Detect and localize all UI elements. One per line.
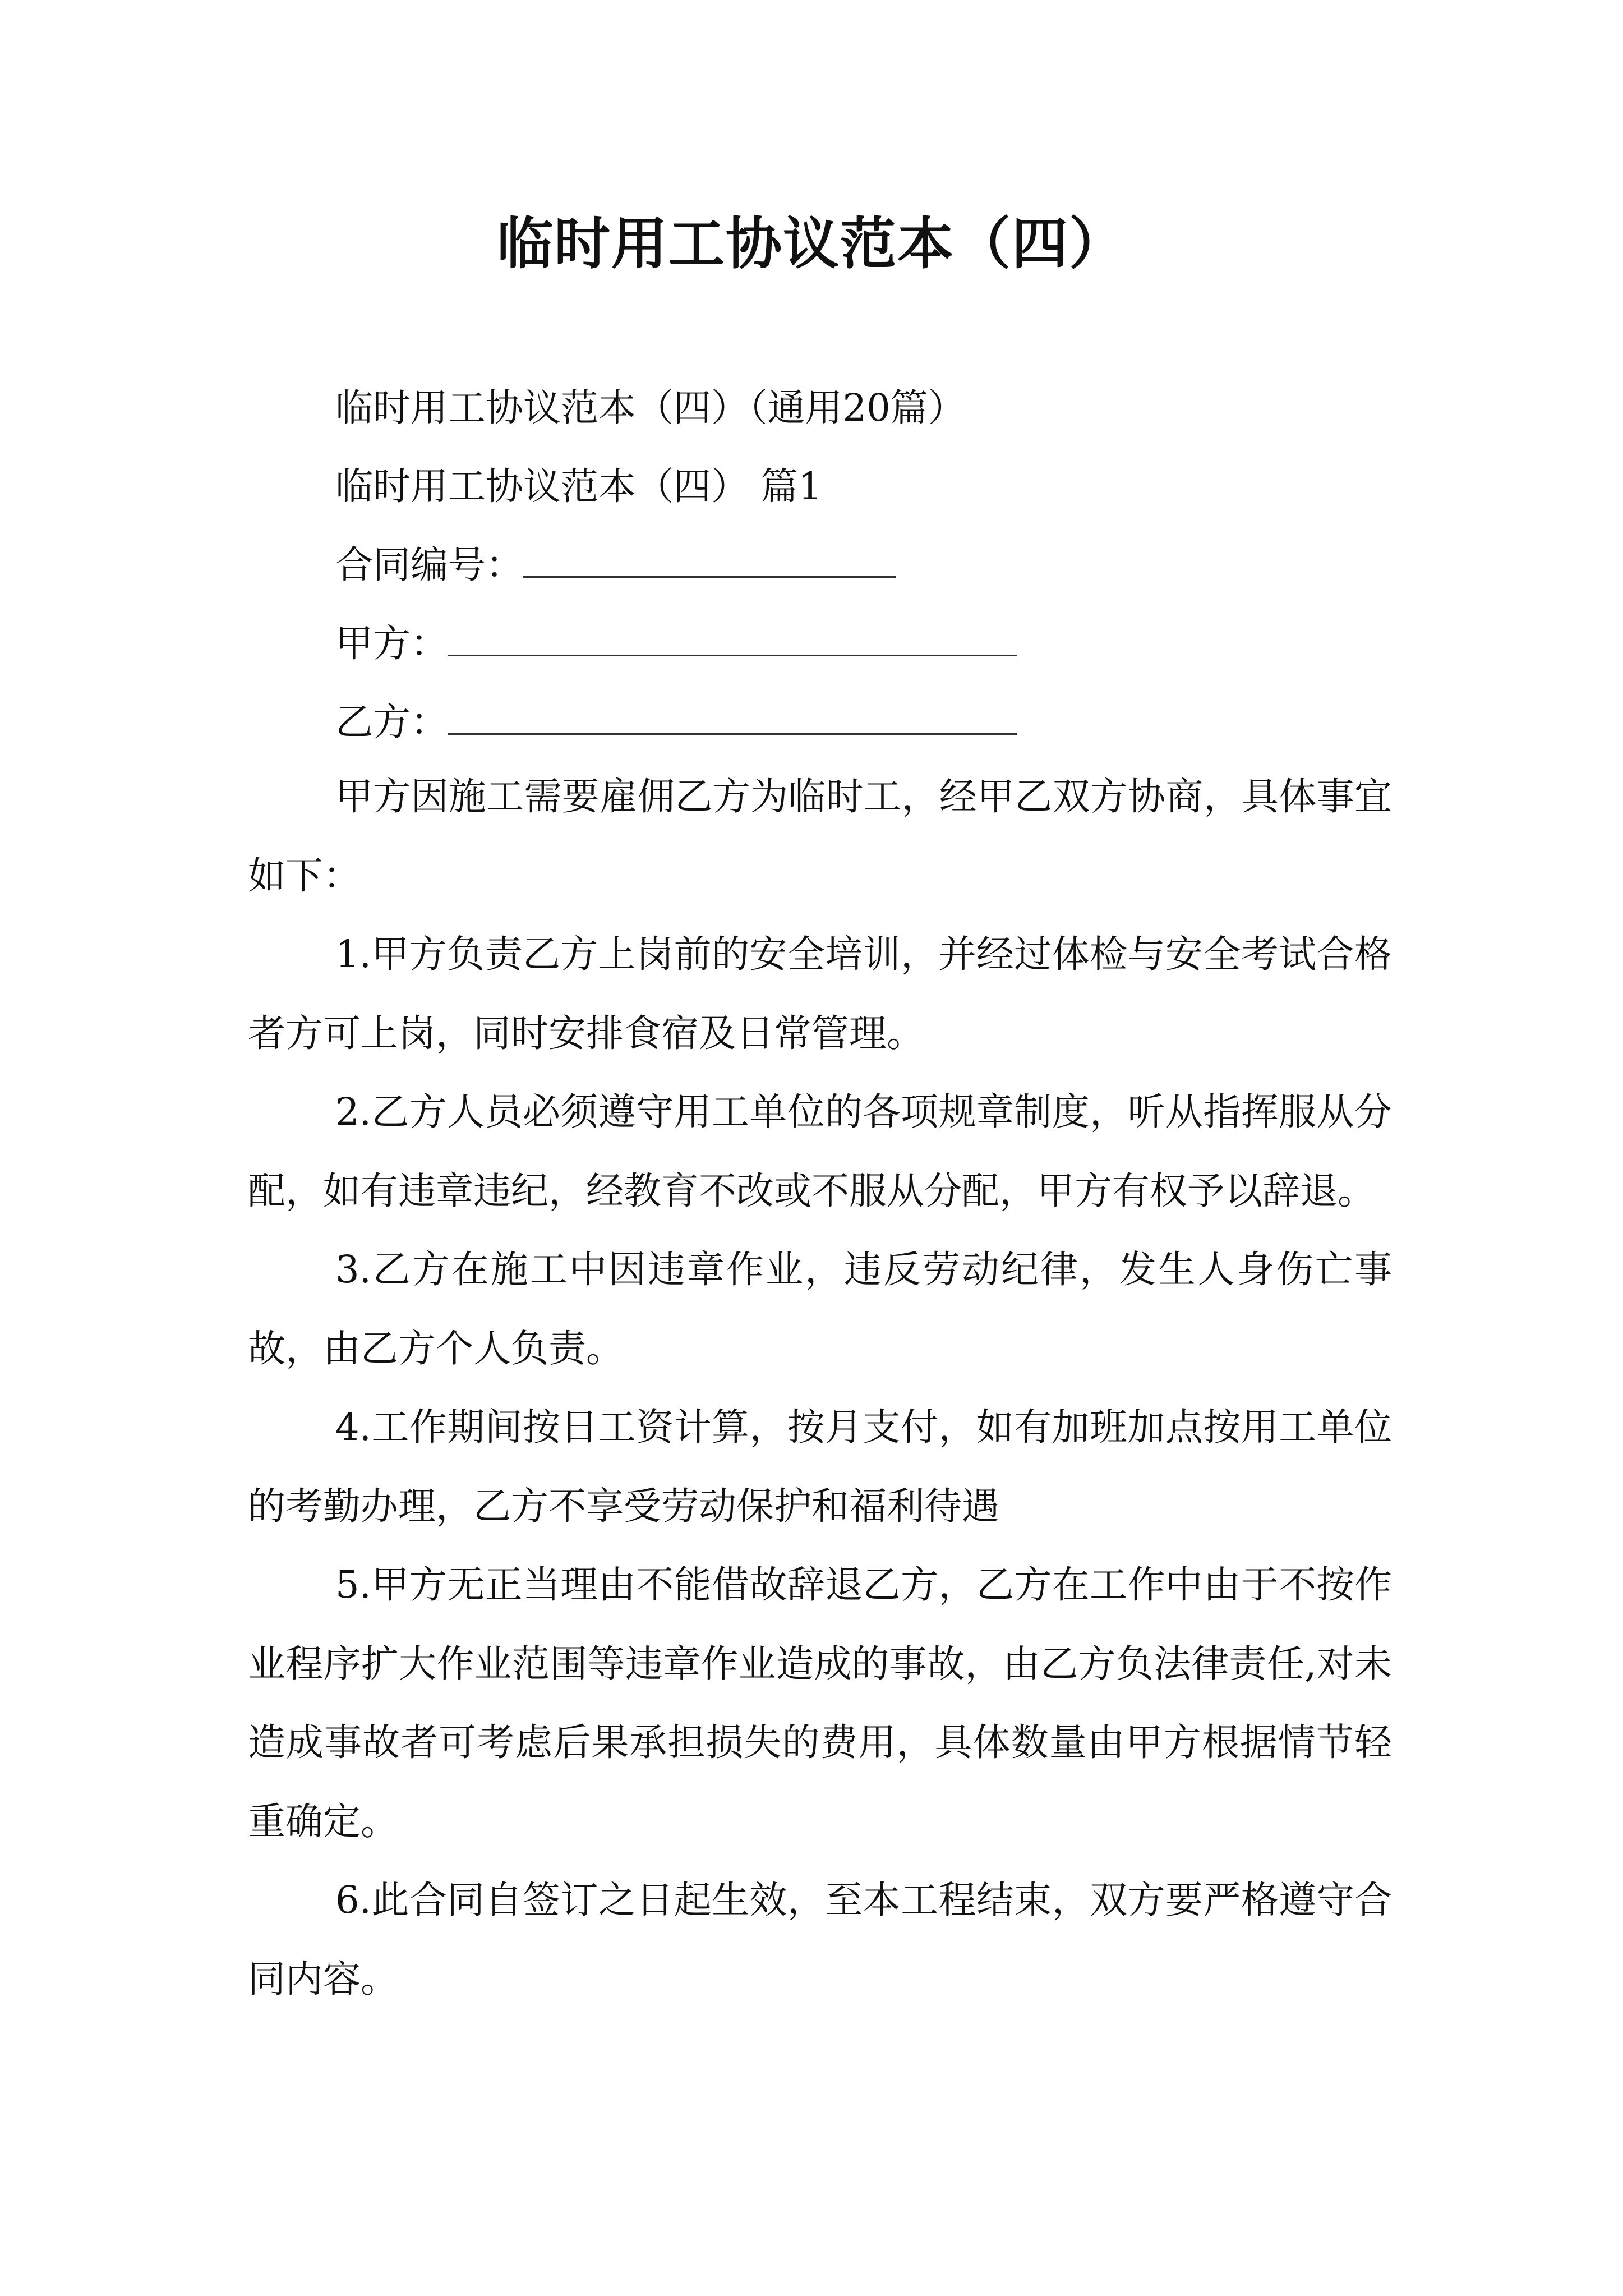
contract-body: [248, 757, 1392, 2018]
clause-3: 3.乙方在施工中因违章作业，违反劳动纪律，发生人身伤亡事故，由乙方个人负责。: [248, 1248, 1392, 1370]
contract-number-field: [335, 540, 896, 590]
intro-paragraph: 甲方因施工需要雇佣乙方为临时工，经甲乙双方协商，具体事宜如下：: [248, 775, 1392, 898]
party-b-label: 乙方：: [335, 700, 448, 744]
clause-2: 2.乙方人员必须遵守用工单位的各项规章制度，听从指挥服从分配，如有违章违纪，经教育不改或不服从分配，甲方有权予以辞退。: [248, 1090, 1392, 1213]
party-a-blank: [448, 638, 1017, 656]
document-title: 临时用工协议范本（四）: [497, 211, 1126, 277]
party-a-label: 甲方：: [335, 622, 448, 665]
party-a-field: [335, 618, 1017, 669]
clause-4: 4.工作期间按日工资计算，按月支付，如有加班加点按用工单位的考勤办理，乙方不享受劳动保护和福利待遇: [248, 1405, 1392, 1528]
party-b-field: [335, 697, 1017, 747]
contract-number-label: 合同编号：: [335, 543, 523, 587]
contract-number-blank: [523, 559, 896, 578]
clause-1: 1.甲方负责乙方上岗前的安全培训，并经过体检与安全考试合格者方可上岗，同时安排食宿及日常管理。: [248, 932, 1392, 1055]
party-b-blank: [448, 716, 1017, 735]
clause-6: 6.此合同自签订之日起生效，至本工程结束，双方要严格遵守合同内容。: [248, 1878, 1392, 2001]
clause-5: 5.甲方无正当理由不能借故辞退乙方，乙方在工作中由于不按作业程序扩大作业范围等违章作业造成的事故，由乙方负法律责任,对未造成事故者可考虑后果承担损失的费用，具体数量由甲方根据情节轻重确定。: [248, 1563, 1392, 1843]
section-heading: 临时用工协议范本（四） 篇1: [335, 464, 822, 508]
document-subtitle: 临时用工协议范本（四）（通用20篇）: [335, 386, 966, 430]
